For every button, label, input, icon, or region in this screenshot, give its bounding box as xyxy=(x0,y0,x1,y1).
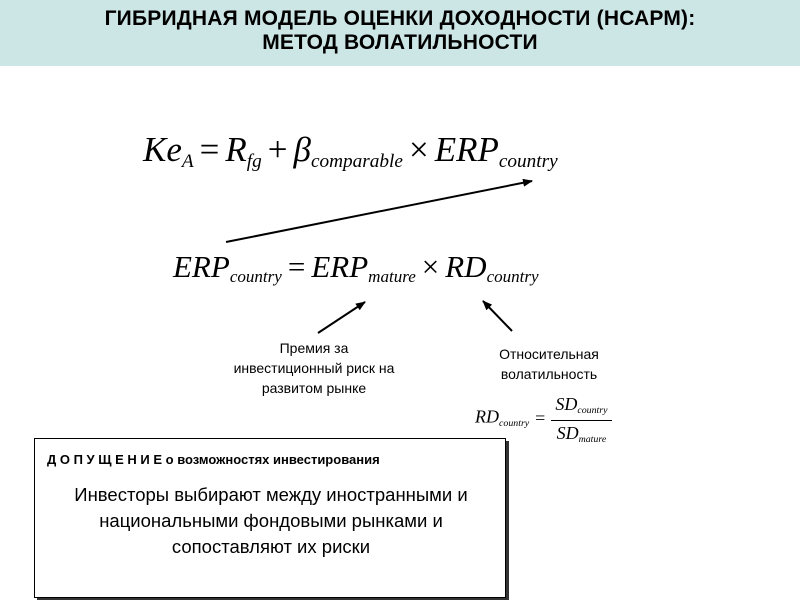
arrow-erp-to-main-formula xyxy=(226,181,532,242)
formula-ke-subscript: A xyxy=(181,151,194,173)
assumption-label: Д О П У Щ Е Н И Е xyxy=(47,452,163,467)
assumption-title xyxy=(47,452,497,468)
arrow-premium-annotation xyxy=(318,302,365,333)
formula-erp-equals: = xyxy=(287,249,306,284)
formula-erp-subscript: country xyxy=(498,151,558,173)
annotation-volatility: Относительная волатильность xyxy=(499,346,599,382)
formula-erp: ERP xyxy=(434,130,499,169)
slide-title-line-2: МЕТОД ВОЛАТИЛЬНОСТИ xyxy=(262,31,538,54)
formula-plus: + xyxy=(267,130,288,169)
formula-beta-subscript: comparable xyxy=(310,151,403,173)
formula-rd-country-subscript: country xyxy=(486,267,539,287)
annotation-premium: Премия за инвестиционный риск на развитом рынке xyxy=(233,340,395,396)
numerator-sd: SD xyxy=(555,394,578,414)
formula-times: × xyxy=(408,130,429,169)
assumption-text: Инвесторы выбирают между иностранными и национальными фондовыми рынками и сопоставляют их риски xyxy=(74,484,468,557)
formula-risk-free-subscript: fg xyxy=(246,151,262,173)
formula-beta: β xyxy=(293,130,311,169)
slide-title-line-1: ГИБРИДНАЯ МОДЕЛЬ ОЦЕНКИ ДОХОДНОСТИ (НСАРМ): xyxy=(104,7,696,30)
formula-erp-country-subscript: country xyxy=(229,267,282,287)
formula-rd: RD xyxy=(475,406,499,427)
formula-rd-equals: = xyxy=(535,408,546,428)
arrow-volatility-annotation xyxy=(483,301,512,331)
formula-erp-mature: ERP xyxy=(311,249,369,284)
denominator-sd: SD xyxy=(556,423,579,443)
assumption-box xyxy=(34,438,506,598)
formula-erp-country: ERP xyxy=(173,249,230,284)
assumption-label-rest: о возможностях инвестирования xyxy=(162,452,380,467)
formula-rd-country: RD xyxy=(445,249,487,284)
numerator-sd-subscript: country xyxy=(577,405,608,417)
denominator-sd-subscript: mature xyxy=(578,434,607,446)
formula-ke: Ke xyxy=(143,130,182,169)
formula-erp-mature-subscript: mature xyxy=(368,267,416,287)
formula-erp-times: × xyxy=(421,249,440,284)
formula-risk-free: R xyxy=(225,130,247,169)
formula-equals: = xyxy=(199,130,220,169)
formula-rd-subscript: country xyxy=(499,417,530,429)
